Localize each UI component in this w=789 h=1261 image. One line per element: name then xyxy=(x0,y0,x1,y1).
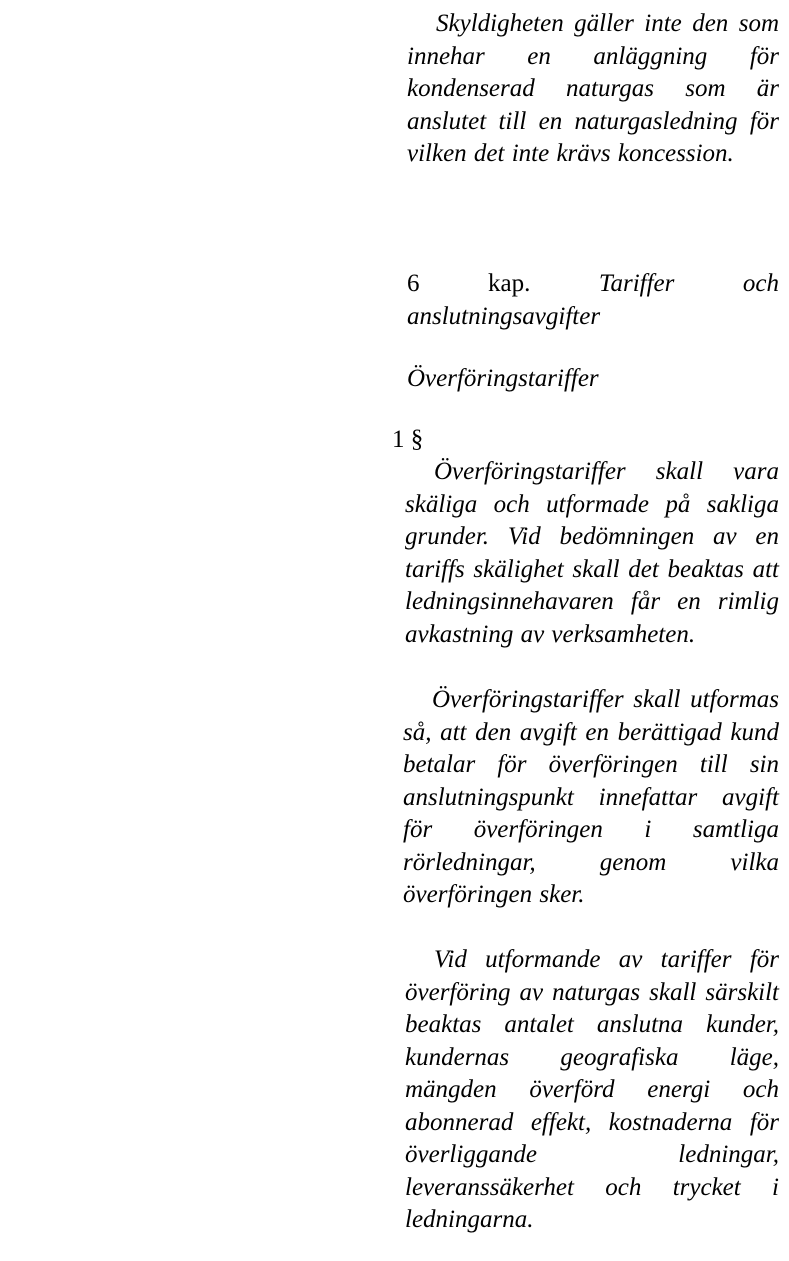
chapter-number: 6 kap. xyxy=(407,270,531,297)
subheading-block xyxy=(407,363,779,396)
chapter-title: Tariffer och anslutningsavgifter xyxy=(407,270,779,330)
paragraph-block-1 xyxy=(405,456,779,651)
paragraph-block-3 xyxy=(405,944,779,1237)
intro-paragraph-block xyxy=(407,8,779,171)
chapter-heading xyxy=(407,268,779,333)
paragraph-block-2 xyxy=(403,684,779,912)
section-mark: 1 § xyxy=(392,426,424,453)
body-paragraph: Överföringstariffer skall utformas så, att den avgift en berättigad kund betalar för överföringen till sin anslutningspunkt innefattar avgift för överföringen i samtliga rörledningar, genom vilka överföringen sker. xyxy=(403,686,779,908)
chapter-heading-block xyxy=(407,268,779,333)
body-paragraph: Överföringstariffer skall vara skäliga och utformade på sakliga grunder. Vid bedömningen av en tariffs skälighet skall det beaktas att ledningsinnehavaren får en rimlig avkastning av verksamheten. xyxy=(405,458,779,648)
intro-paragraph: Skyldigheten gäller inte den som innehar en anläggning för kondenserad naturgas som är anslutet till en naturgasledning för vilken det inte krävs koncession. xyxy=(407,10,779,167)
section-subheading: Överföringstariffer xyxy=(407,365,599,392)
body-paragraph: Vid utformande av tariffer för överföring av naturgas skall särskilt beaktas antalet anslutna kunder, kundernas geografiska läge, mängden överförd energi och abonnerad effekt, kostnaderna för överliggande ledningar, leveranssäkerhet och trycket i ledningarna. xyxy=(405,946,779,1233)
